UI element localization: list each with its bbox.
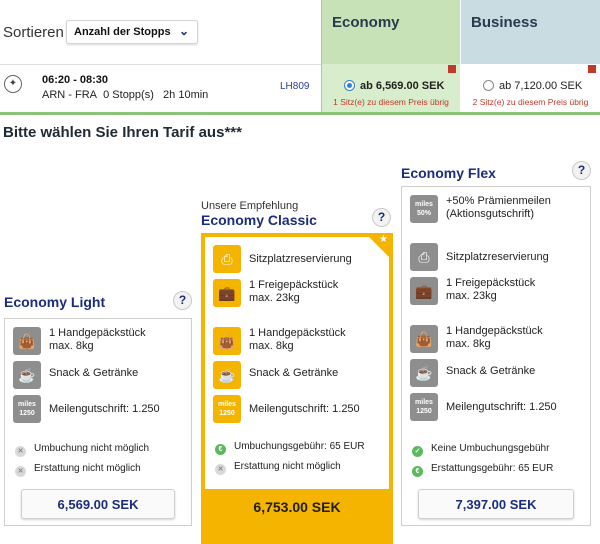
sort-select-value: Anzahl der Stopps [74, 26, 171, 38]
help-icon[interactable]: ? [572, 161, 591, 180]
divider [0, 112, 600, 115]
fare-condition: ✕ Erstattung nicht möglich [215, 461, 341, 475]
seat-icon: ⎙ [213, 245, 241, 273]
euro-icon: € [412, 466, 423, 477]
cross-icon: ✕ [215, 464, 226, 475]
business-radio-row[interactable] [483, 80, 582, 92]
star-icon: ★ [379, 234, 388, 245]
airline-logo-icon: ✦ [4, 75, 22, 93]
fare-title-classic: Economy Classic [201, 212, 317, 228]
fare-condition: ✓ Keine Umbuchungsgebühr [412, 443, 549, 457]
euro-icon: € [215, 444, 226, 455]
miles-badge-icon: miles 1250 [410, 393, 438, 421]
economy-title: Economy [332, 14, 400, 31]
sort-label: Sortieren [3, 24, 64, 41]
sort-select[interactable] [66, 20, 198, 44]
suitcase-icon: 💼 [410, 277, 438, 305]
miles-badge-icon: miles 50% [410, 195, 438, 223]
cross-icon: ✕ [15, 466, 26, 477]
fare-price-classic: 6,753.00 SEK [253, 499, 341, 515]
flight-times: 06:20 - 08:30 [42, 74, 109, 86]
chevron-down-icon: ⌄ [178, 24, 189, 38]
miles-badge-icon: miles 1250 [13, 395, 41, 423]
business-radio[interactable] [483, 80, 494, 91]
flight-duration: 2h 10min [163, 89, 209, 101]
fare-condition: € Umbuchungsgebühr: 65 EUR [215, 441, 365, 455]
fare-condition: € Erstattungsgebühr: 65 EUR [412, 463, 553, 477]
business-seats-left: 2 Sitz(e) zu diesem Preis übrig [472, 97, 589, 107]
economy-column[interactable] [321, 0, 460, 112]
fare-card-light[interactable]: 👜 1 Handgepäckstück max. 8kg ☕ Snack & Getränke miles 1250 Meilengutschrift: 1.250 ✕ Umbuchung nicht möglich ✕ Erstattung nicht möglich 6,569.00 SEK [4, 318, 192, 526]
flight-number-link[interactable]: LH809 [280, 81, 310, 92]
help-icon[interactable]: ? [173, 291, 192, 310]
flight-row[interactable] [0, 64, 321, 112]
suitcase-icon: 💼 [213, 279, 241, 307]
carry-on-bag-icon: 👜 [410, 325, 438, 353]
business-price: ab 7,120.00 SEK [499, 80, 583, 92]
select-fare-flex-button[interactable]: 7,397.00 SEK [418, 489, 574, 519]
snack-icon: ☕ [13, 361, 41, 389]
flight-route: ARN - FRA [42, 89, 97, 101]
cross-icon: ✕ [15, 446, 26, 457]
economy-price: ab 6,569.00 SEK [360, 80, 445, 92]
recommendation-label: Unsere Empfehlung [201, 200, 299, 212]
fare-condition: ✕ Erstattung nicht möglich [15, 463, 141, 477]
fare-card-classic[interactable]: ★ ⎙ Sitzplatzreservierung 💼 1 Freigepäckstück max. 23kg 👜 1 Handgepäckstück max. 8kg ☕ Snack & Getränke miles 1250 Meilengutschrift: 1.250 € Umbuchungsgebühr: 65 EUR ✕ Erstattung nicht möglich [201, 233, 393, 493]
fare-title-flex: Economy Flex [401, 165, 496, 181]
flight-stops: 0 Stopp(s) [103, 89, 154, 101]
fare-title-light: Economy Light [4, 294, 106, 310]
economy-radio-row[interactable] [344, 80, 444, 92]
fare-condition: ✕ Umbuchung nicht möglich [15, 443, 149, 457]
help-icon[interactable]: ? [372, 208, 391, 227]
alert-square-icon [588, 65, 596, 73]
business-title: Business [471, 14, 538, 31]
economy-seats-left: 1 Sitz(e) zu diesem Preis übrig [333, 97, 449, 107]
carry-on-bag-icon: 👜 [13, 327, 41, 355]
seat-icon: ⎙ [410, 243, 438, 271]
check-icon: ✓ [412, 446, 423, 457]
business-column[interactable] [460, 0, 600, 112]
carry-on-bag-icon: 👜 [213, 327, 241, 355]
miles-badge-icon: miles 1250 [213, 395, 241, 423]
select-fare-classic-button[interactable] [201, 490, 393, 544]
fare-card-flex[interactable]: miles 50% +50% Prämienmeilen (Aktionsgutschrift) ⎙ Sitzplatzreservierung 💼 1 Freigepäckstück max. 23kg 👜 1 Handgepäckstück max. 8kg ☕ Snack & Getränke miles 1250 Meilengutschrift: 1.250 ✓ Keine Umbuchungsgebühr € Erstattungsgebühr: 65 EUR 7,397.00 SEK [401, 186, 591, 526]
alert-square-icon [448, 65, 456, 73]
select-fare-light-button[interactable]: 6,569.00 SEK [21, 489, 175, 519]
snack-icon: ☕ [410, 359, 438, 387]
economy-radio[interactable] [344, 80, 355, 91]
flight-route-line [42, 89, 208, 101]
page-title: Bitte wählen Sie Ihren Tarif aus*** [3, 124, 242, 141]
snack-icon: ☕ [213, 361, 241, 389]
